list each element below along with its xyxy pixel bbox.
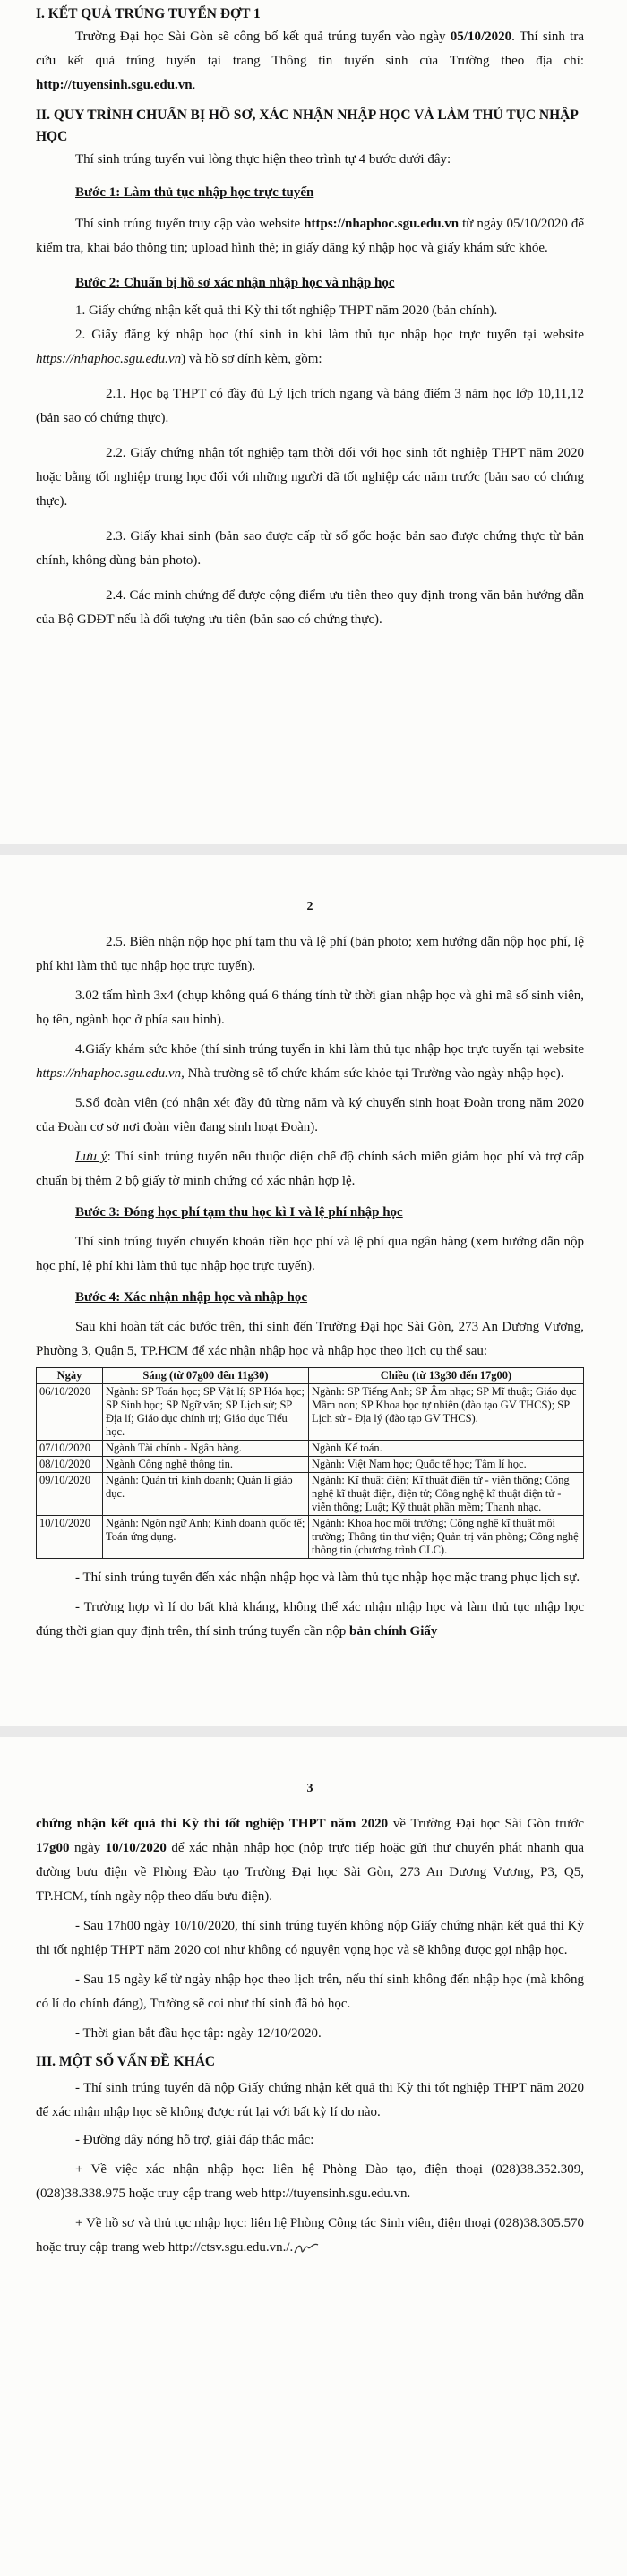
no-withdraw-note: - Thí sinh trúng tuyển đã nộp Giấy chứng nhận kết quả thi Kỳ thi tốt nghiệp THPT năm 2020 để xác nhận nhập học sẽ không được rút lại với bất kỳ lí do nào.: [36, 2081, 584, 2119]
document-page-2: [0, 855, 627, 1726]
step-2-item-2: 2. Giấy đăng ký nhập học (thí sinh in khi làm thủ tục nhập học trực tuyến tại website https://nhaphoc.sgu.edu.vn) và hồ sơ đính kèm, gồm:: [36, 328, 584, 366]
table-cell-date: 08/10/2020: [37, 1457, 103, 1473]
note-paragraph: Lưu ý: Thí sinh trúng tuyển nếu thuộc diện chế độ chính sách miễn giảm học phí và trợ cấp chuẩn bị thêm 2 bộ giấy tờ minh chứng có xác nhận hợp lệ.: [36, 1150, 585, 1188]
deadline-note: - Sau 17h00 ngày 10/10/2020, thí sinh trúng tuyển không nộp Giấy chứng nhận kết quả thi Kỳ thi tốt nghiệp THPT năm 2020 coi như không có nguyện vọng học và sẽ không được gọi nhập học.: [36, 1919, 584, 1957]
step-2-item-2-2: 2.2. Giấy chứng nhận tốt nghiệp tạm thời đối với học sinh tốt nghiệp THPT năm 2020 hoặc bằng tốt nghiệp trung học đối với những người đã tốt nghiệp các năm trước (bản sao có chứng thực).: [36, 446, 584, 509]
table-header: Chiều (từ 13g30 đến 17g00): [309, 1368, 584, 1384]
step-3-paragraph: Thí sinh trúng tuyển chuyển khoản tiền học phí và lệ phí qua ngân hàng (xem hướng dẫn nộp học phí, lệ phí khi làm thủ tục nhập học trực tuyến).: [36, 1235, 584, 1273]
result-date: 05/10/2020: [450, 30, 512, 44]
page-number: 2: [306, 900, 314, 913]
step-2-item-5: 5.Sổ đoàn viên (có nhận xét đầy đủ từng năm và ký chuyển sinh hoạt Đoàn trong năm 2020 của Đoàn cơ sở nơi đoàn viên đang sinh hoạt Đoàn).: [36, 1096, 584, 1134]
step-2-item-2-1: 2.1. Học bạ THPT có đầy đủ Lý lịch trích ngang và bảng điểm 3 năm học lớp 10,11,12 (bản sao có chứng thực).: [36, 387, 584, 425]
page-number: 3: [306, 1782, 314, 1795]
section-3-heading: III. MỘT SỐ VẤN ĐỀ KHÁC: [36, 2054, 216, 2069]
step-2-item-2-3: 2.3. Giấy khai sinh (bản sao được cấp từ sổ gốc hoặc bản sao được chứng thực từ bản chính, không dùng bản photo).: [36, 529, 584, 568]
absence-note: - Sau 15 ngày kể từ ngày nhập học theo lịch trên, nếu thí sinh không đến nhập học (mà không có lí do chính đáng), Trường sẽ coi như thí sinh đã bỏ học.: [36, 1973, 584, 2011]
table-row: [37, 1457, 584, 1473]
table-cell-morning: Ngành Công nghệ thông tin.: [103, 1457, 309, 1473]
section-2-intro: Thí sinh trúng tuyển vui lòng thực hiện theo trình tự 4 bước dưới đây:: [75, 152, 451, 167]
nhaphoc-link[interactable]: https://nhaphoc.sgu.edu.vn: [36, 1066, 182, 1081]
hotline-admission: + Về việc xác nhận nhập học: liên hệ Phòng Đào tạo, điện thoại (028)38.352.309, (028)38.338.975 hoặc truy cập trang web http://tuyensinh.sgu.edu.vn.: [36, 2162, 584, 2201]
note-label: Lưu ý: [75, 1150, 107, 1164]
table-row: [37, 1384, 584, 1441]
table-cell-morning: Ngành: Ngôn ngữ Anh; Kinh doanh quốc tế; Toán ứng dụng.: [103, 1516, 309, 1559]
step-1-paragraph: Thí sinh trúng tuyển truy cập vào website https://nhaphoc.sgu.edu.vn từ ngày 05/10/2020 để kiểm tra, khai báo thông tin; upload hình thẻ; in giấy đăng ký nhập học và giấy khám sức khỏe.: [36, 217, 584, 255]
table-cell-date: 06/10/2020: [37, 1384, 103, 1441]
table-row: [37, 1516, 584, 1559]
step-2-item-4: 4.Giấy khám sức khỏe (thí sinh trúng tuyển in khi làm thủ tục nhập học trực tuyến tại website https://nhaphoc.sgu.edu.vn, Nhà trường sẽ tổ chức khám sức khỏe tại Trường vào ngày nhập học).: [36, 1042, 584, 1081]
hotline-heading: - Đường dây nóng hỗ trợ, giải đáp thắc mắc:: [75, 2133, 314, 2147]
document-page-3: [0, 1737, 627, 2576]
table-cell-afternoon: Ngành: SP Tiếng Anh; SP Âm nhạc; SP Mĩ thuật; Giáo dục Mầm non; SP Khoa học tự nhiên (đào tạo GV THCS); SP Lịch sử - Địa lý (đào tạo GV THCS).: [309, 1384, 584, 1441]
step-2-item-2-4: 2.4. Các minh chứng để được cộng điểm ưu tiên theo quy định trong văn bản hướng dẫn của Bộ GDĐT nếu là đối tượng ưu tiên (bản sao có chứng thực).: [36, 588, 584, 627]
table-cell-date: 07/10/2020: [37, 1441, 103, 1457]
hotline-student-affairs: + Về hồ sơ và thủ tục nhập học: liên hệ Phòng Công tác Sinh viên, điện thoại (028)38.305.570 hoặc truy cập trang web http://ctsv.sgu.edu.vn./.: [36, 2216, 584, 2255]
table-cell-afternoon: Ngành Kế toán.: [309, 1441, 584, 1457]
step-4-heading: Bước 4: Xác nhận nhập học và nhập học: [75, 1290, 308, 1305]
table-header: Sáng (từ 07g00 đến 11g30): [103, 1368, 309, 1384]
section-1-paragraph: Trường Đại học Sài Gòn sẽ công bố kết quả trúng tuyển vào ngày 05/10/2020. Thí sinh tra cứu kết quả trúng tuyển tại trang Thông tin tuyển sinh của Trường theo địa chỉ: http://tuyensinh.sgu.edu.vn.: [36, 30, 584, 92]
step-2-heading: Bước 2: Chuẩn bị hồ sơ xác nhận nhập học và nhập học: [75, 276, 395, 290]
signature-mark-icon: [293, 2240, 320, 2256]
table-cell-afternoon: Ngành: Khoa học môi trường; Công nghệ kĩ thuật môi trường; Thông tin thư viện; Quản trị văn phòng; Công nghệ thông tin (chương trình CLC).: [309, 1516, 584, 1559]
table-cell-afternoon: Ngành: Kĩ thuật điện; Kĩ thuật điện tử - viễn thông; Công nghệ kĩ thuật điện, điện tử; Công nghệ kĩ thuật điện tử - viễn thông; Luật; Kỹ thuật phần mềm; Thanh nhạc.: [309, 1473, 584, 1516]
nhaphoc-link[interactable]: https://nhaphoc.sgu.edu.vn: [36, 352, 182, 366]
table-row: [37, 1441, 584, 1457]
step-2-item-3: 3.02 tấm hình 3x4 (chụp không quá 6 tháng tính từ thời gian nhập học và ghi mã số sinh viên, họ tên, ngành học ở phía sau hình).: [36, 988, 584, 1027]
dress-code-note: - Thí sinh trúng tuyển đến xác nhận nhập học và làm thủ tục nhập học mặc trang phục lịch sự.: [75, 1570, 580, 1585]
step-3-heading: Bước 3: Đóng học phí tạm thu học kì I và lệ phí nhập học: [75, 1205, 403, 1220]
force-majeure-continued: chứng nhận kết quả thi Kỳ thi tốt nghiệp THPT năm 2020 về Trường Đại học Sài Gòn trước 17g00 ngày 10/10/2020 để xác nhận nhập học (nộp trực tiếp hoặc gửi thư chuyển phát nhanh qua đường bưu điện về Phòng Đào tạo Trường Đại học Sài Gòn, 273 An Dương Vương, P3, Q5, TP.HCM, tính ngày nộp theo dấu bưu điện).: [36, 1817, 584, 1904]
table-header: Ngày: [37, 1368, 103, 1384]
step-2-item-2-5: 2.5. Biên nhận nộp học phí tạm thu và lệ phí (bản photo; xem hướng dẫn nộp học phí, lệ phí khi làm thủ tục nhập học trực tuyến).: [36, 935, 584, 973]
step-1-heading: Bước 1: Làm thủ tục nhập học trực tuyến: [75, 185, 314, 200]
step-2-item-1: 1. Giấy chứng nhận kết quả thi Kỳ thi tốt nghiệp THPT năm 2020 (bản chính).: [75, 304, 498, 318]
table-cell-date: 10/10/2020: [37, 1516, 103, 1559]
tuyensinh-link[interactable]: http://tuyensinh.sgu.edu.vn: [36, 78, 193, 92]
table-cell-date: 09/10/2020: [37, 1473, 103, 1516]
table-cell-afternoon: Ngành: Việt Nam học; Quốc tế học; Tâm lí học.: [309, 1457, 584, 1473]
section-2-heading: II. QUY TRÌNH CHUẨN BỊ HỒ SƠ, XÁC NHẬN NHẬP HỌC VÀ LÀM THỦ TỤC NHẬP HỌC: [36, 107, 578, 144]
table-cell-morning: Ngành: SP Toán học; SP Vật lí; SP Hóa học; SP Sinh học; SP Ngữ văn; SP Lịch sử; SP Địa lí; Giáo dục chính trị; Giáo dục Tiểu học.: [103, 1384, 309, 1441]
start-date-note: - Thời gian bắt đầu học tập: ngày 12/10/2020.: [75, 2026, 322, 2041]
step-4-paragraph: Sau khi hoàn tất các bước trên, thí sinh đến Trường Đại học Sài Gòn, 273 An Dương Vương, Phường 3, Quận 5, TP.HCM để xác nhận nhập học và nhập học theo lịch cụ thể sau:: [36, 1320, 584, 1358]
schedule-table: [36, 1367, 584, 1559]
table-row: [37, 1473, 584, 1516]
force-majeure-note: - Trường hợp vì lí do bất khả kháng, không thể xác nhận nhập học và làm thủ tục nhập học đúng thời gian quy định trên, thí sinh trúng tuyển cần nộp bản chính Giấy: [36, 1600, 584, 1639]
table-header-row: [37, 1368, 584, 1384]
document-page-1: [0, 0, 627, 844]
nhaphoc-link[interactable]: https://nhaphoc.sgu.edu.vn: [304, 217, 460, 231]
section-1-heading: I. KẾT QUẢ TRÚNG TUYỂN ĐỢT 1: [36, 6, 261, 21]
table-cell-morning: Ngành Tài chính - Ngân hàng.: [103, 1441, 309, 1457]
table-cell-morning: Ngành: Quản trị kinh doanh; Quản lí giáo dục.: [103, 1473, 309, 1516]
